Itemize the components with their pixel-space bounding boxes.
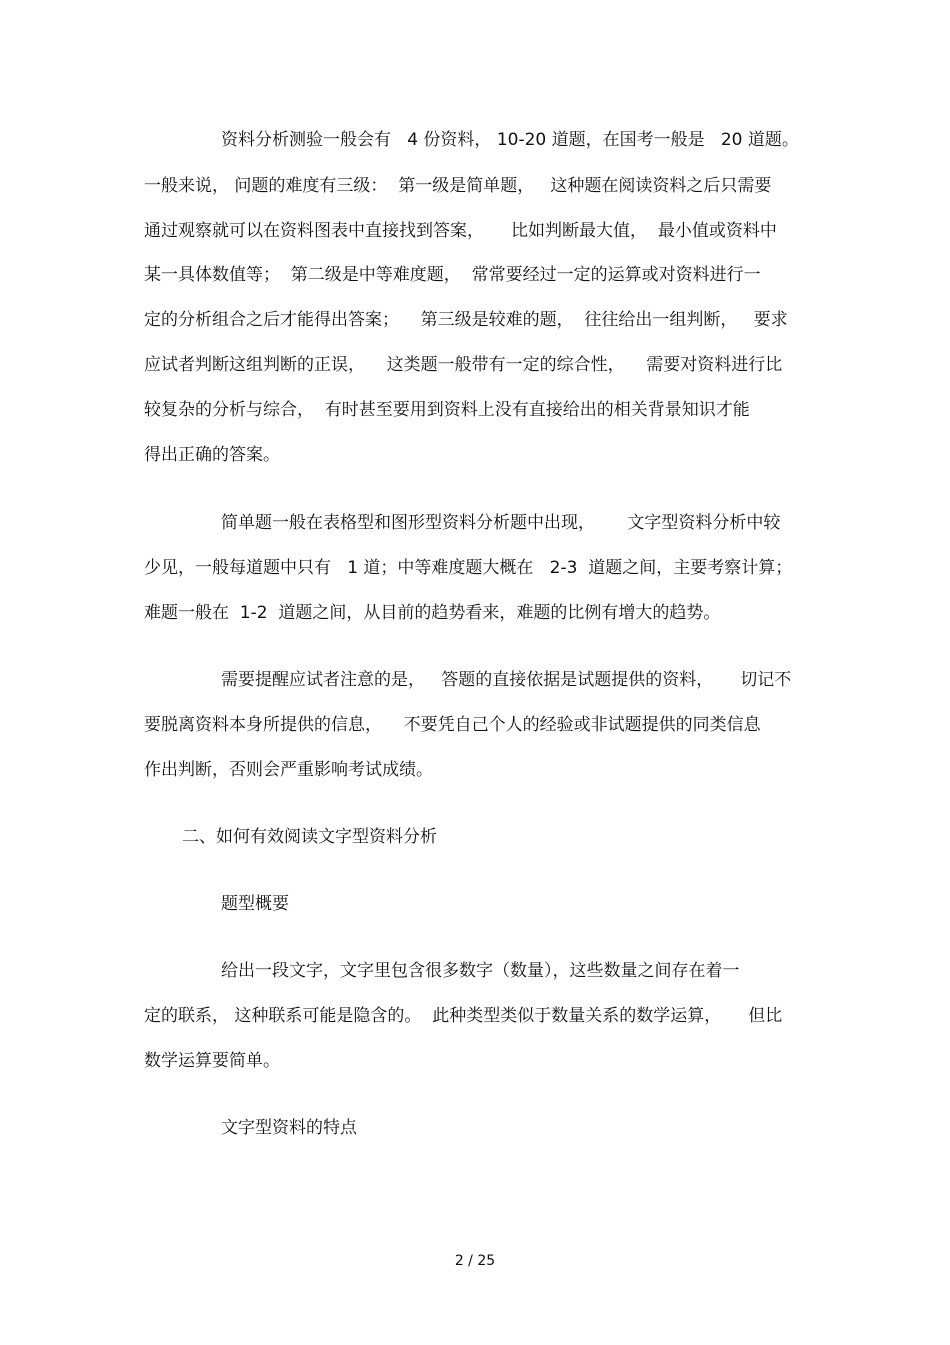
p1-line-3: 通过观察就可以在资料图表中直接找到答案， 比如判断最大值， 最小值或资料中 — [144, 221, 777, 241]
p3-line-1: 需要提醒应试者注意的是， 答题的直接依据是试题提供的资料， 切记不 — [221, 670, 792, 690]
p1-line-5: 定的分析组合之后才能得出答案； 第三级是较难的题， 往往给出一组判断， 要求 — [144, 310, 788, 330]
p1-line-4: 某一具体数值等； 第二级是中等难度题， 常常要经过一定的运算或对资料进行一 — [144, 265, 761, 285]
p4-line-1: 给出一段文字，文字里包含很多数字（数量），这些数量之间存在着一 — [221, 961, 740, 981]
p4-line-2: 定的联系， 这种联系可能是隐含的。 此种类型类似于数量关系的数学运算， 但比 — [144, 1006, 783, 1026]
p1-line-1: 资料分析测验一般会有 4 份资料， 10-20 道题，在国考一般是 20 道题。 — [221, 130, 799, 150]
page-number: 2 / 25 — [454, 1253, 496, 1269]
p2-line-1: 简单题一般在表格型和图形型资料分析题中出现， 文字型资料分析中较 — [221, 513, 781, 533]
p1-line-6: 应试者判断这组判断的正误， 这类题一般带有一定的综合性， 需要对资料进行比 — [144, 355, 783, 375]
subheading-overview: 题型概要 — [221, 894, 289, 914]
p2-line-3: 难题一般在 1-2 道题之间，从目前的趋势看来，难题的比例有增大的趋势。 — [144, 603, 721, 623]
section-heading: 二、如何有效阅读文字型资料分析 — [182, 827, 437, 847]
p1-line-8: 得出正确的答案。 — [144, 445, 280, 465]
p4-line-3: 数学运算要简单。 — [144, 1051, 280, 1071]
p1-line-7: 较复杂的分析与综合， 有时甚至要用到资料上没有直接给出的相关背景知识才能 — [144, 400, 750, 420]
p2-line-2: 少见，一般每道题中只有 1 道；中等难度题大概在 2-3 道题之间，主要考察计算； — [144, 558, 793, 578]
subheading-features: 文字型资料的特点 — [221, 1118, 357, 1138]
p3-line-3: 作出判断，否则会严重影响考试成绩。 — [144, 760, 433, 780]
p3-line-2: 要脱离资料本身所提供的信息， 不要凭自己个人的经验或非试题提供的同类信息 — [144, 715, 761, 735]
p1-line-2: 一般来说， 问题的难度有三级： 第一级是简单题， 这种题在阅读资料之后只需要 — [144, 176, 772, 196]
